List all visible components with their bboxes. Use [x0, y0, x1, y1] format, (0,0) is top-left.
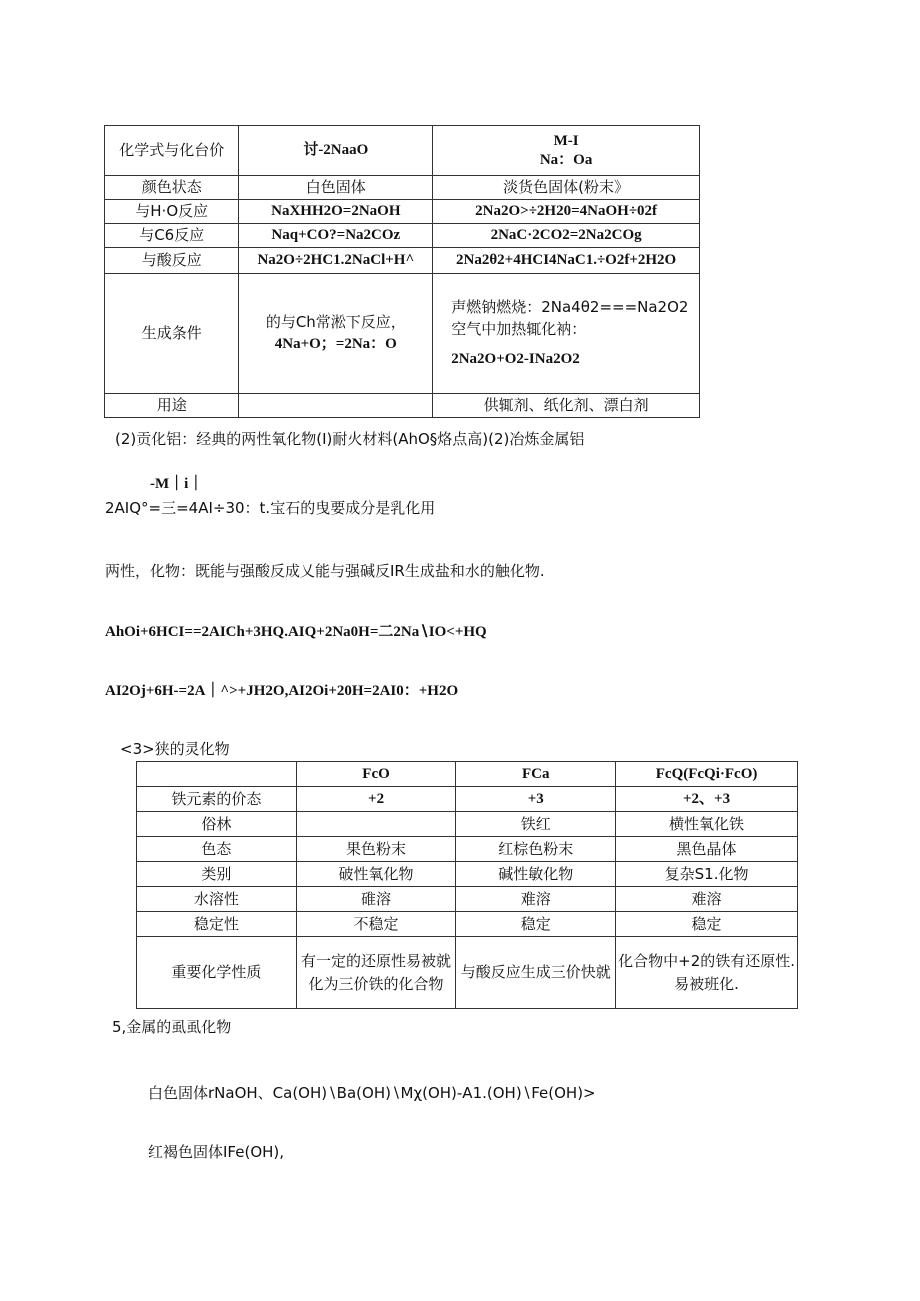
section-hydroxides-title: 5,金属的虱虱化物: [112, 1018, 232, 1036]
row-label: 与C6反应: [105, 224, 239, 248]
cell: +3: [456, 787, 616, 812]
table-row: [105, 176, 700, 200]
cell: 横性氧化铁: [616, 812, 798, 837]
equation-condition: -M｜i｜: [150, 476, 204, 492]
table-row: [105, 394, 700, 418]
header-empty: [137, 762, 297, 787]
header-feo: FcO: [296, 762, 456, 787]
row-label: 重要化学性质: [137, 937, 297, 1009]
equation-electrolysis: 2AIQ°=三=4AI÷30：t.宝石的曳要成分是乳化用: [105, 499, 436, 517]
header-label: 化学式与化台价: [105, 126, 239, 176]
cell: 果色粉末: [296, 837, 456, 862]
cell: 稳定: [616, 912, 798, 937]
cell: 破性氧化物: [296, 862, 456, 887]
table-row: [137, 912, 798, 937]
cell-line: 化合物中+2的铁有还原性.: [618, 951, 796, 970]
row-label: 生成条件: [105, 274, 239, 394]
table-row: [105, 224, 700, 248]
cell-line: 2Na2O+O2-INa2O2: [451, 351, 580, 368]
header-col2-line1: M-I: [553, 132, 579, 149]
cell: 2Na2θ2+4HCI4NaC1.÷O2f+2H2O: [433, 248, 700, 274]
cell: 2NaC·2CO2=2Na2COg: [433, 224, 700, 248]
table-row: [105, 274, 700, 394]
row-label: 色态: [137, 837, 297, 862]
iron-oxides-table: [136, 761, 798, 1009]
cell: 供辄剂、纸化剂、漂白剂: [433, 394, 700, 418]
cell: 白色固体: [239, 176, 433, 200]
cell: [296, 812, 456, 837]
table-row: [105, 200, 700, 224]
cell-line: 声燃钠燃烧：2Na4θ2===Na2O2: [451, 297, 689, 316]
header-col2: [433, 126, 700, 176]
equation-amphoteric-2: AI2Oj+6H-=2A｜^>+JH2O,AI2Oi+20H=2AI0：+H2O: [105, 683, 459, 699]
paragraph-aluminum-oxide: (2)贡化铝：经典的两性氧化物(I)耐火材料(AhO§烙点高)(2)冶炼金属铝: [115, 430, 585, 448]
table-row: [137, 937, 798, 1009]
cell: [616, 937, 798, 1009]
equation-amphoteric-1: AhOi+6HCI==2AICh+3HQ.AIQ+2Na0H=二2Na∖IO<+HQ: [105, 624, 487, 640]
cell: 碓溶: [296, 887, 456, 912]
section-iron-oxides-title: <3>狭的灵化物: [120, 740, 230, 758]
cell: 与酸反应生成三价快就: [456, 937, 616, 1009]
paragraph-white-hydroxides: 白色固体rNaOH、Ca(OH)∖Ba(OH)∖Mχ(OH)-A1.(OH)∖Fe(OH)>: [148, 1084, 596, 1102]
cell-line: 有一定的还原性易被就: [301, 951, 452, 970]
cell: Na2O÷2HC1.2NaCl+H^: [239, 248, 433, 274]
cell: 碱性敏化物: [456, 862, 616, 887]
row-label: 类别: [137, 862, 297, 887]
header-col2-line2: Na：Oa: [539, 151, 593, 168]
cell: 不稳定: [296, 912, 456, 937]
cell: +2、+3: [616, 787, 798, 812]
header-fe3o4: FcQ(FcQi·FcO): [616, 762, 798, 787]
row-label: 用途: [105, 394, 239, 418]
row-label: 稳定性: [137, 912, 297, 937]
cell: [296, 937, 456, 1009]
row-label: 颜色状态: [105, 176, 239, 200]
cell: NaXHH2O=2NaOH: [239, 200, 433, 224]
table-row: [137, 862, 798, 887]
header-fe2o3: FCa: [456, 762, 616, 787]
table-row: [137, 887, 798, 912]
row-label: 铁元素的价态: [137, 787, 297, 812]
cell: 稳定: [456, 912, 616, 937]
cell-line: 化为三价铁的化合物: [308, 974, 444, 993]
cell: [433, 274, 700, 394]
header-col1: 讨-2NaaO: [239, 126, 433, 176]
paragraph-red-brown-hydroxide: 红褐色固体IFe(OH),: [148, 1143, 285, 1161]
cell: 2Na2O>÷2H20=4NaOH÷02f: [433, 200, 700, 224]
row-label: 水溶性: [137, 887, 297, 912]
cell: +2: [296, 787, 456, 812]
table-row: [105, 248, 700, 274]
table-row: [137, 787, 798, 812]
row-label: 俗林: [137, 812, 297, 837]
table-row: [137, 837, 798, 862]
cell-line: 4Na+O；=2Na：O: [274, 336, 397, 352]
cell-line: 空气中加热辄化衲：: [451, 319, 587, 338]
cell: Naq+CO?=Na2COz: [239, 224, 433, 248]
cell: 铁红: [456, 812, 616, 837]
row-label: 与酸反应: [105, 248, 239, 274]
cell: [239, 274, 433, 394]
paragraph-amphoteric: 两性，化物：既能与强酸反成乂能与强碱反IR生成盐和水的触化物.: [105, 562, 545, 580]
table-row: [137, 762, 798, 787]
cell: [239, 394, 433, 418]
row-label: 与H·O反应: [105, 200, 239, 224]
table-row: [105, 126, 700, 176]
cell: 淡货色固体(粉末》: [433, 176, 700, 200]
cell: 难溶: [456, 887, 616, 912]
cell: 红棕色粉末: [456, 837, 616, 862]
cell-line: 易被班化.: [674, 974, 739, 993]
cell-line: 的与Ch常淞下反应，: [265, 313, 406, 332]
table-row: [137, 812, 798, 837]
cell: 难溶: [616, 887, 798, 912]
cell: 复杂S1.化物: [616, 862, 798, 887]
cell: 黑色晶体: [616, 837, 798, 862]
sodium-oxides-table: [104, 125, 700, 418]
